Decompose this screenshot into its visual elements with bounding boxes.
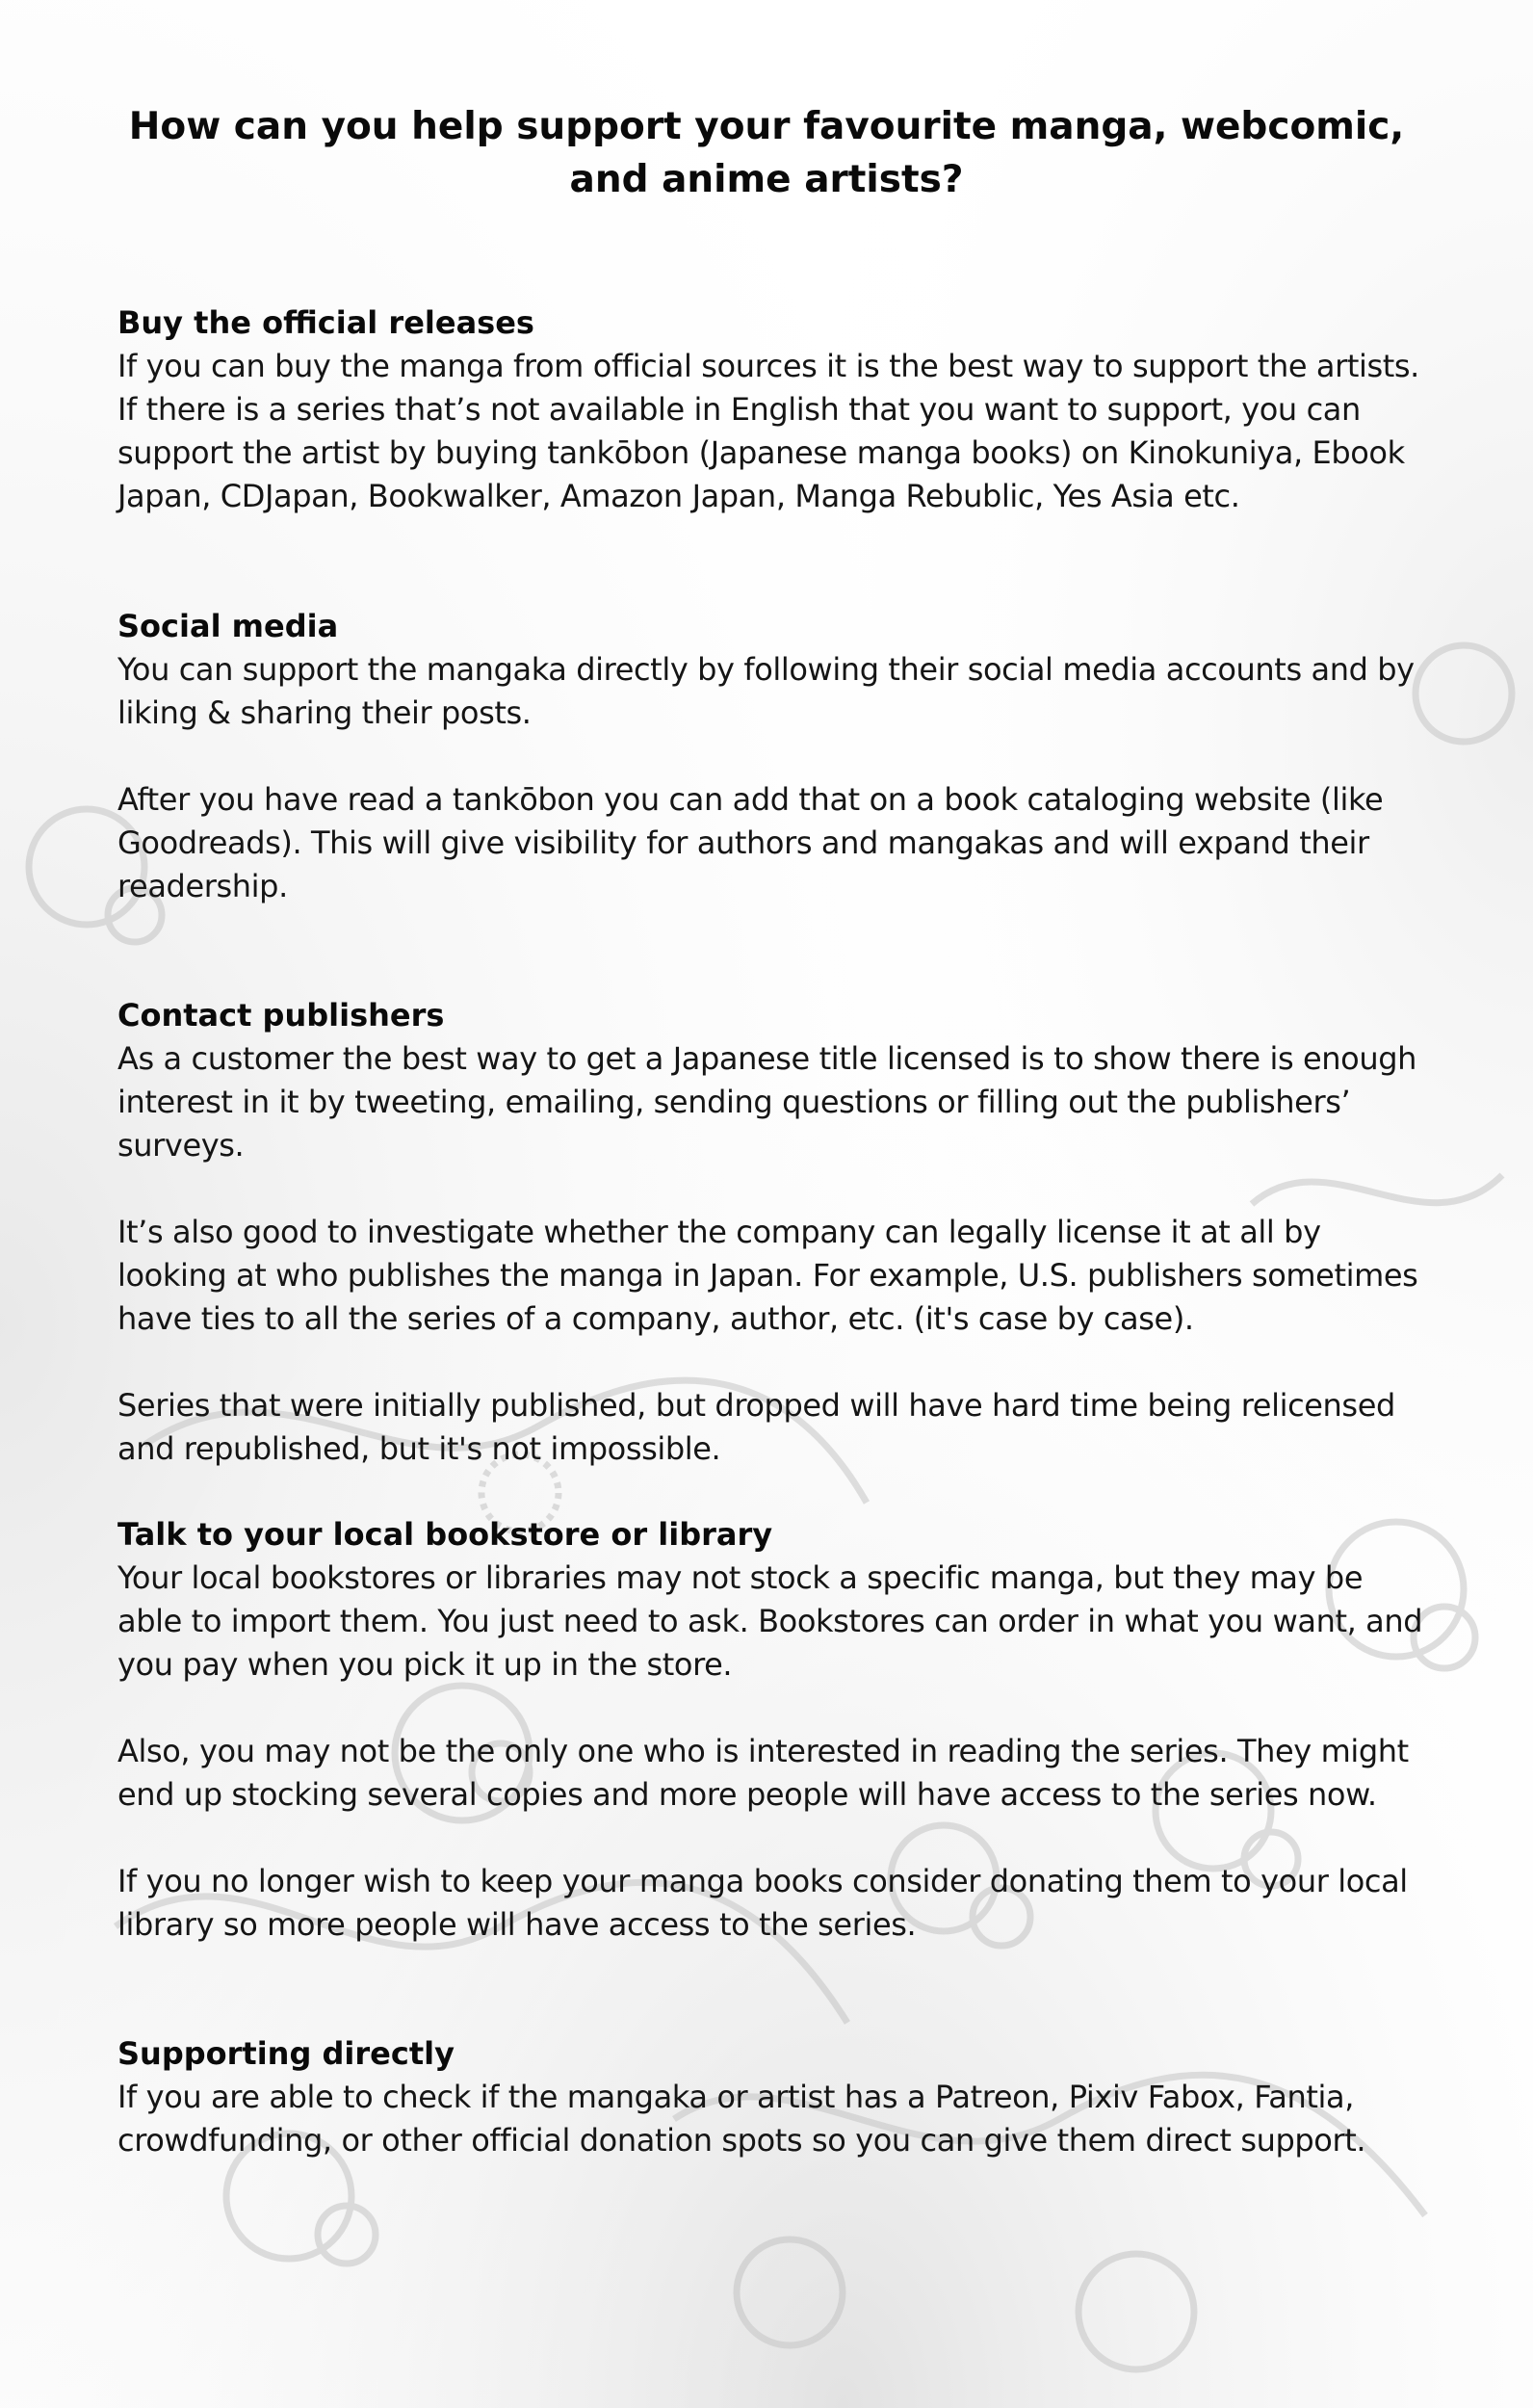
section-paragraph: Also, you may not be the only one who is interested in reading the series. They might end up stocking several copies and more people will have access to the series now. — [117, 1733, 1409, 1813]
section-buy-official-releases — [117, 301, 1427, 518]
section-paragraph: You can support the mangaka directly by following their social media accounts and by liking & sharing their posts. — [117, 651, 1415, 731]
page-title: How can you help support your favourite manga, webcomic, and anime artists? — [128, 105, 1405, 201]
section-heading: Social media — [117, 608, 339, 644]
section-paragraph: If you can buy the manga from official sources it is the best way to support the artists. If there is a series that’s not available in English that you want to support, you can support the artist by buying tankōbon (Japanese manga books) on Kinokuniya, Ebook Japan, CDJapan, Bookwalker, Amazon Japan, Manga Rebublic, Yes Asia etc. — [117, 348, 1419, 514]
section-paragraph: If you no longer wish to keep your manga books consider donating them to your local library so more people will have access to the series. — [117, 1863, 1408, 1943]
section-contact-publishers — [117, 994, 1427, 1471]
section-heading: Buy the official releases — [117, 304, 534, 341]
section-heading: Contact publishers — [117, 997, 445, 1034]
section-local-bookstore-library — [117, 1513, 1427, 1947]
section-heading: Talk to your local bookstore or library — [117, 1516, 773, 1553]
section-paragraph: If you are able to check if the mangaka or artist has a Patreon, Pixiv Fabox, Fantia, crowdfunding, or other official donation spots so you can give them direct support. — [117, 2079, 1366, 2159]
section-heading: Supporting directly — [117, 2035, 455, 2072]
section-paragraph: After you have read a tankōbon you can add that on a book cataloging website (like Goodreads). This will give visibility for authors and mangakas and will expand their readership. — [117, 781, 1384, 904]
section-paragraph: Series that were initially published, but dropped will have hard time being relicensed and republished, but it's not impossible. — [117, 1387, 1395, 1467]
section-supporting-directly — [117, 2032, 1427, 2162]
section-paragraph: Your local bookstores or libraries may not stock a specific manga, but they may be able to import them. You just need to ask. Bookstores can order in what you want, and you pay when you pick it up in the store. — [117, 1559, 1423, 1683]
section-paragraph: As a customer the best way to get a Japanese title licensed is to show there is enough interest in it by tweeting, emailing, sending questions or filling out the publishers’ surveys. — [117, 1040, 1417, 1164]
section-social-media — [117, 605, 1427, 908]
section-paragraph: It’s also good to investigate whether the company can legally license it at all by looking at who publishes the manga in Japan. For example, U.S. publishers sometimes have ties to all the series of a company, author, etc. (it's case by case). — [117, 1214, 1418, 1337]
